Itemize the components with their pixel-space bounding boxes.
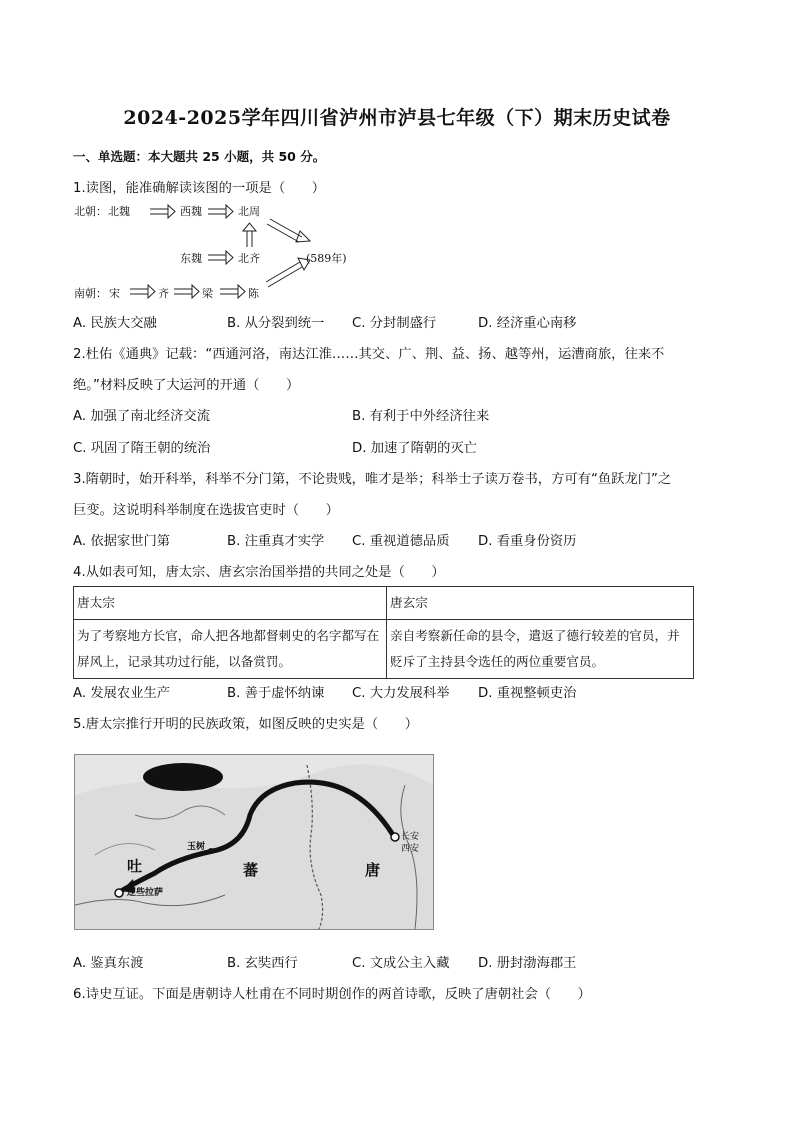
table-header-row: [74, 587, 694, 620]
q2-option-b[interactable]: B. 有利于中外经济往来: [352, 409, 490, 424]
map-label-xian: 西安: [401, 844, 420, 854]
song-label: 宋: [109, 287, 120, 300]
exam-title: 2024-2025学年四川省泸州市泸县七年级（下）期末历史试卷: [123, 107, 671, 129]
q4-option-c[interactable]: C. 大力发展科举: [352, 686, 450, 701]
section-heading: 一、单选题：本大题共 25 小题，共 50 分。: [73, 149, 326, 164]
table-header-xuanzong: 唐玄宗: [387, 587, 694, 620]
q1-option-b[interactable]: B. 从分裂到统一: [227, 316, 325, 331]
arrow-beiqi-beizhou: [243, 223, 256, 247]
q3-option-d[interactable]: D. 看重身份资历: [478, 534, 577, 549]
q1-option-a[interactable]: A. 民族大交融: [73, 316, 157, 331]
diagram-arrows: [70, 195, 370, 305]
question-6-stem: 6.诗史互证。下面是唐朝诗人杜甫在不同时期创作的两首诗歌，反映了唐朝社会（ ）: [73, 987, 591, 1002]
map-label-yushu: 玉树: [187, 842, 206, 852]
arrow-chen-589: [266, 258, 310, 287]
table-cell-xuanzong: 亲自考察新任命的县令，遣返了德行较差的官员，并贬斥了主持县令选任的两位重要官员。: [387, 620, 694, 679]
q4-option-a[interactable]: A. 发展农业生产: [73, 686, 171, 701]
arrow-beiwei-xiwei: [150, 205, 175, 218]
question-2-stem-line2: 绝。”材料反映了大运河的开通（ ）: [73, 378, 300, 393]
q2-option-c[interactable]: C. 巩固了隋王朝的统治: [73, 441, 211, 456]
north-wei-label: 北魏: [108, 205, 130, 218]
q5-option-c[interactable]: C. 文成公主入藏: [352, 956, 450, 971]
q3-option-c[interactable]: C. 重视道德品质: [352, 534, 450, 549]
map-label-changan: 长安: [401, 832, 420, 842]
map-label-tu: 吐: [127, 857, 143, 875]
table-row: [74, 620, 694, 679]
arrow-song-qi: [130, 285, 155, 298]
table-cell-taizong: 为了考察地方长官，命人把各地都督刺史的名字都写在屏风上，记录其功过行能，以备赏罚。: [74, 620, 387, 679]
question-1-stem: 1.读图，能准确解读该图的一项是（ ）: [73, 181, 326, 196]
q2-option-d[interactable]: D. 加速了隋朝的灭亡: [352, 441, 478, 456]
east-wei-label: 东魏: [180, 252, 202, 265]
question-2-stem-line1: 2.杜佑《通典》记载：“西通河洛，南达江淮……其交、广、荆、益、扬、越等州，运漕商旅，往来不: [73, 347, 665, 362]
north-dynasties-label: 北朝：: [74, 205, 107, 218]
arrow-liang-chen: [220, 285, 245, 298]
q3-option-a[interactable]: A. 依据家世门第: [73, 534, 171, 549]
map-label-bo: 蕃: [243, 861, 259, 879]
qi-label: 齐: [158, 287, 169, 300]
q5-option-a[interactable]: A. 鉴真东渡: [73, 956, 144, 971]
liang-label: 梁: [202, 287, 213, 300]
q4-option-d[interactable]: D. 重视整顿吏治: [478, 686, 577, 701]
q5-option-d[interactable]: D. 册封渤海郡王: [478, 956, 577, 971]
q2-option-a[interactable]: A. 加强了南北经济交流: [73, 409, 210, 424]
question-3-stem-line1: 3.隋朝时，始开科举，科举不分门第，不论贵贱，唯才是举；科举士子读万卷书，方可有“鱼跃龙门”之: [73, 472, 672, 487]
arrow-beizhou-589: [267, 219, 310, 242]
table-header-taizong: 唐太宗: [74, 587, 387, 620]
map-label-tang: 唐: [365, 861, 381, 879]
year-589-label: (589年): [306, 252, 347, 265]
west-wei-label: 西魏: [180, 205, 202, 218]
question-5-stem: 5.唐太宗推行开明的民族政策，如图反映的史实是（ ）: [73, 717, 419, 732]
q1-option-d[interactable]: D. 经济重心南移: [478, 316, 577, 331]
map-drawing: [75, 755, 433, 929]
q4-option-b[interactable]: B. 善于虚怀纳谏: [227, 686, 325, 701]
arrow-xiwei-beizhou: [208, 205, 233, 218]
south-dynasties-label: 南朝：: [74, 287, 107, 300]
question-3-stem-line2: 巨变。这说明科举制度在选拔官吏时（ ）: [73, 503, 339, 518]
q3-option-b[interactable]: B. 注重真才实学: [227, 534, 325, 549]
arrow-dongwei-beiqi: [208, 251, 233, 264]
north-qi-label: 北齐: [238, 252, 260, 265]
arrow-qi-liang: [174, 285, 199, 298]
question-4-stem: 4.从如表可知，唐太宗、唐玄宗治国举措的共同之处是（ ）: [73, 565, 445, 580]
comparison-table: [73, 586, 694, 679]
route-map: [74, 754, 434, 930]
q5-option-b[interactable]: B. 玄奘西行: [227, 956, 298, 971]
map-label-lasa: 逻些拉萨: [127, 888, 164, 898]
q1-option-c[interactable]: C. 分封制盛行: [352, 316, 437, 331]
chen-label: 陈: [248, 287, 259, 300]
north-zhou-label: 北周: [238, 205, 260, 218]
